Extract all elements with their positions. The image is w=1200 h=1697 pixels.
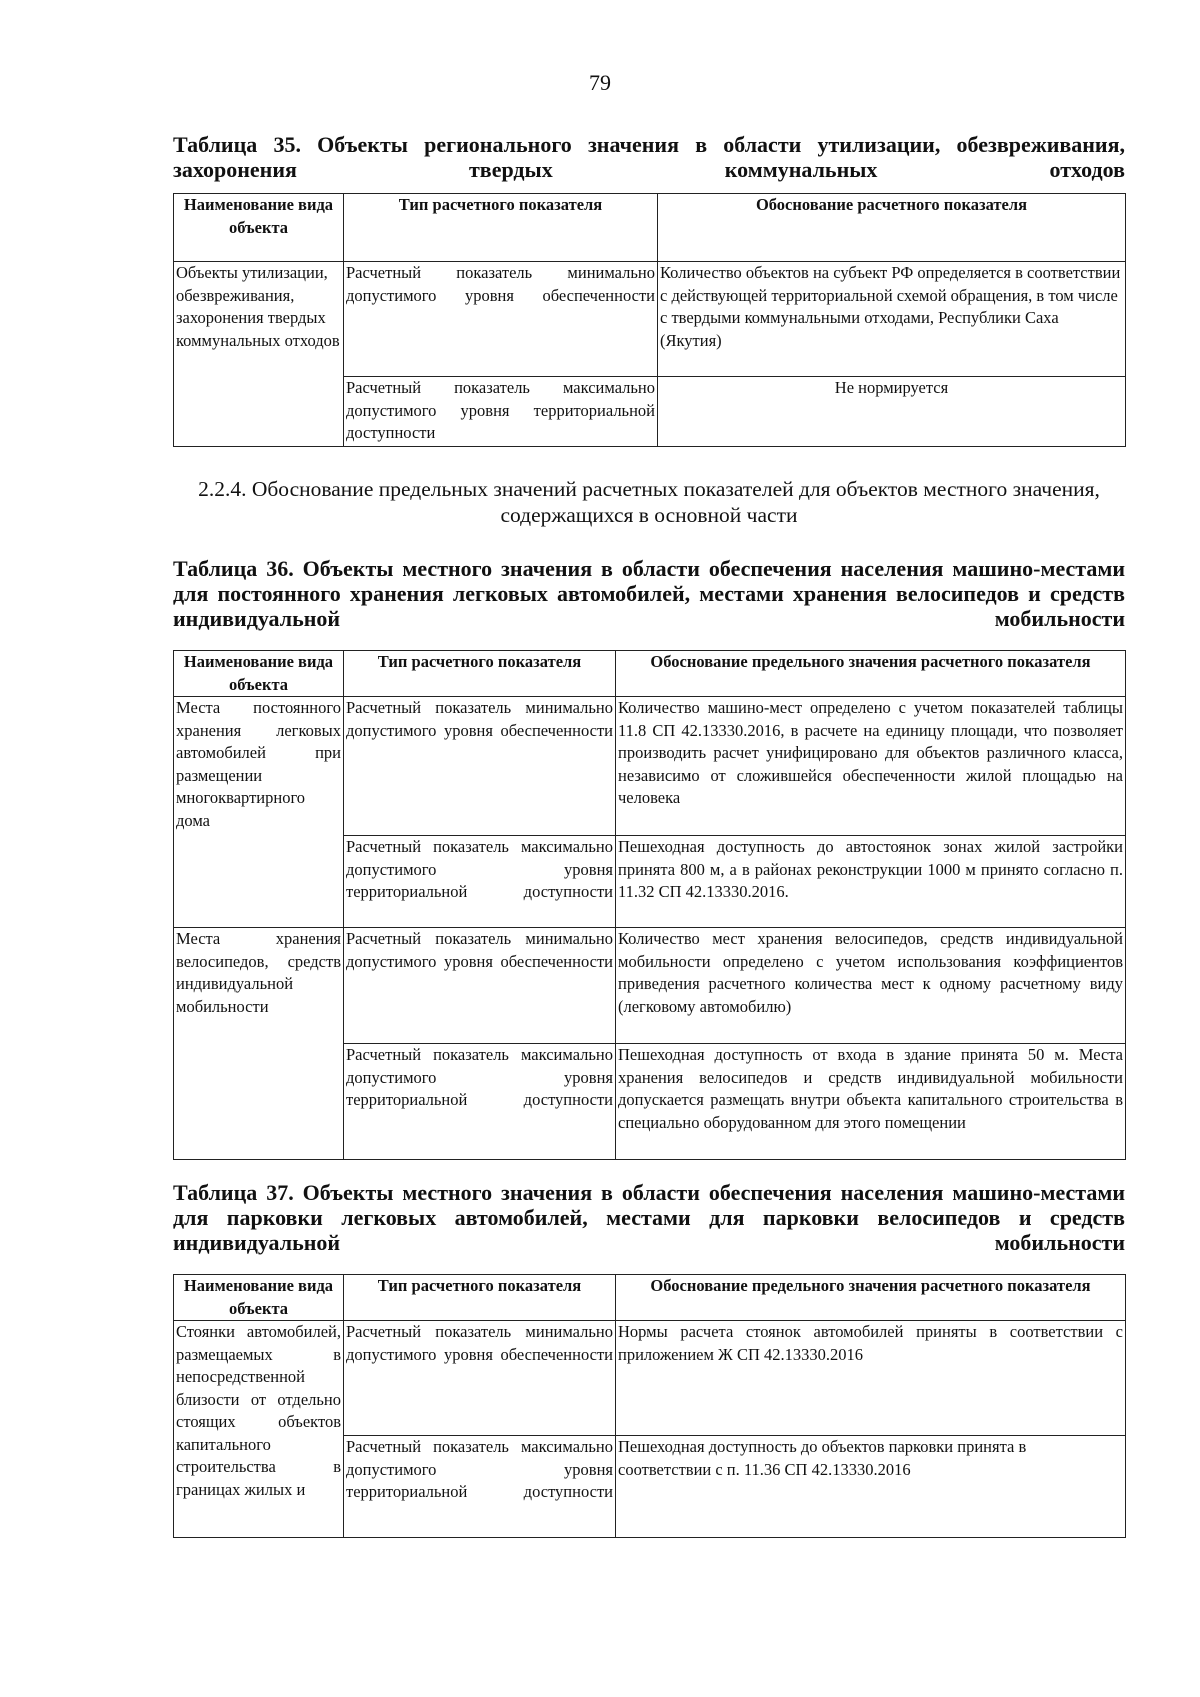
table-37-justification-cell: Пешеходная доступность до объектов парковки принята в соответствии с п. 11.36 СП 42.13330.2016 — [616, 1436, 1126, 1538]
table-35-object-cell: Объекты утилизации, обезвреживания, захоронения твердых коммунальных отходов — [174, 262, 344, 447]
table-37-header-justification: Обоснование предельного значения расчетного показателя — [616, 1275, 1126, 1321]
table-36-justification-cell: Пешеходная доступность до автостоянок зонах жилой застройки принята 800 м, а в районах реконструкции 1000 м принято согласно п. 11.32 СП 42.13330.2016. — [616, 836, 1126, 928]
table-36-type-cell: Расчетный показатель максимально допустимого уровня территориальной доступности — [344, 1044, 616, 1160]
table-37-header-type: Тип расчетного показателя — [344, 1275, 616, 1321]
table-36-justification-cell: Количество мест хранения велосипедов, средств индивидуальной мобильности определено с учетом использования коэффициентов приведения расчетного количества мест к одному расчетному виду (легковому автомобилю) — [616, 928, 1126, 1044]
page-number: 79 — [589, 70, 611, 95]
table-35-type-cell: Расчетный показатель максимально допустимого уровня территориальной доступности — [344, 377, 658, 447]
table-36-caption: Таблица 36. Объекты местного значения в области обеспечения населения машино-местами для постоянного хранения легковых автомобилей, местами хранения велосипедов и средств индивидуальной мобильности — [173, 556, 1125, 631]
table-37 — [173, 1274, 1126, 1538]
section-heading: 2.2.4. Обоснование предельных значений расчетных показателей для объектов местного значения, содержащихся в основной части — [198, 477, 1100, 527]
table-36-object-cell: Места хранения велосипедов, средств индивидуальной мобильности — [174, 928, 344, 1160]
table-37-type-cell: Расчетный показатель минимально допустимого уровня обеспеченности — [344, 1321, 616, 1436]
table-36-justification-cell: Пешеходная доступность от входа в здание принята 50 м. Места хранения велосипедов и средств индивидуальной мобильности допускается размещать внутри объекта капитального строительства в специально оборудованном для этого помещении — [616, 1044, 1126, 1160]
table-35-justification-cell: Не нормируется — [658, 377, 1126, 447]
table-35 — [173, 193, 1126, 447]
table-36 — [173, 650, 1126, 1160]
table-36-header-type: Тип расчетного показателя — [344, 651, 616, 697]
table-37-header-object: Наименование вида объекта — [174, 1275, 344, 1321]
table-35-justification-cell: Количество объектов на субъект РФ определяется в соответствии с действующей территориальной схемой обращения, в том числе с твердыми коммунальными отходами, Республики Саха (Якутия) — [658, 262, 1126, 377]
table-37-object-cell: Стоянки автомобилей, размещаемых в непосредственной близости от отдельно стоящих объектов капитального строительства в границах жилых и — [174, 1321, 344, 1538]
table-36-justification-cell: Количество машино-мест определено с учетом показателей таблицы 11.8 СП 42.13330.2016, в расчете на единицу площади, что позволяет производить расчет унифицировано для объектов различного класса, независимо от сложившейся обеспеченности жилой площадью на человека — [616, 697, 1126, 836]
table-36-header-object: Наименование вида объекта — [174, 651, 344, 697]
table-36-object-cell: Места постоянного хранения легковых автомобилей при размещении многоквартирного дома — [174, 697, 344, 928]
table-36-header-justification: Обоснование предельного значения расчетного показателя — [616, 651, 1126, 697]
table-36-type-cell: Расчетный показатель максимально допустимого уровня территориальной доступности — [344, 836, 616, 928]
table-36-type-cell: Расчетный показатель минимально допустимого уровня обеспеченности — [344, 697, 616, 836]
table-35-header-justification: Обоснование расчетного показателя — [658, 194, 1126, 262]
table-36-type-cell: Расчетный показатель минимально допустимого уровня обеспеченности — [344, 928, 616, 1044]
table-37-type-cell: Расчетный показатель максимально допустимого уровня территориальной доступности — [344, 1436, 616, 1538]
table-35-header-type: Тип расчетного показателя — [344, 194, 658, 262]
table-37-justification-cell: Нормы расчета стоянок автомобилей приняты в соответствии с приложением Ж СП 42.13330.2016 — [616, 1321, 1126, 1436]
table-37-caption: Таблица 37. Объекты местного значения в области обеспечения населения машино-местами для парковки легковых автомобилей, местами для парковки велосипедов и средств индивидуальной мобильности — [173, 1180, 1125, 1255]
table-35-type-cell: Расчетный показатель минимально допустимого уровня обеспеченности — [344, 262, 658, 377]
table-35-header-object: Наименование вида объекта — [174, 194, 344, 262]
table-35-caption: Таблица 35. Объекты регионального значения в области утилизации, обезвреживания, захоронения твердых коммунальных отходов — [173, 132, 1125, 182]
